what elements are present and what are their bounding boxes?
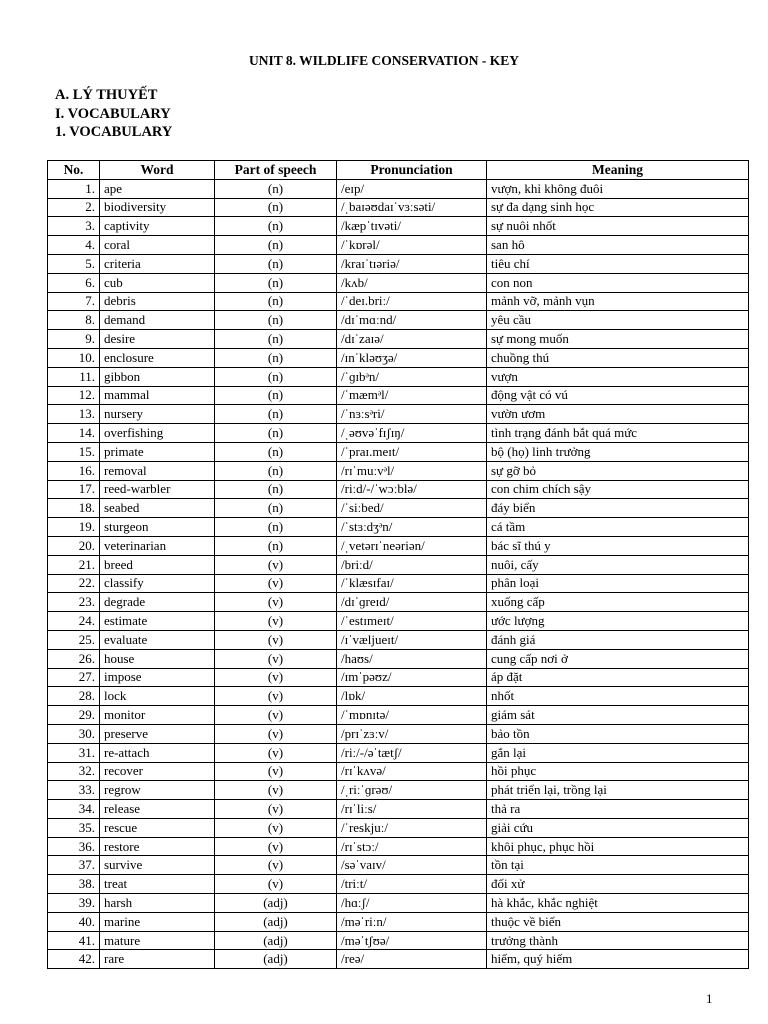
table-row [48,254,749,273]
cell-part-of-speech: (adj) [215,931,337,950]
cell-part-of-speech: (n) [215,499,337,518]
cell-word: breed [100,555,215,574]
cell-pronunciation: /ˈnɜːsᵊri/ [337,405,487,424]
cell-no: 10. [48,348,100,367]
cell-pronunciation: /rɪˈmuːvᵊl/ [337,461,487,480]
table-row [48,593,749,612]
cell-no: 35. [48,818,100,837]
cell-meaning: khôi phục, phục hồi [487,837,749,856]
table-row [48,875,749,894]
cell-no: 31. [48,743,100,762]
cell-part-of-speech: (n) [215,367,337,386]
header-meaning: Meaning [487,161,749,180]
table-row [48,386,749,405]
table-row [48,273,749,292]
cell-no: 32. [48,762,100,781]
table-row [48,330,749,349]
cell-pronunciation: /dɪˈzaɪə/ [337,330,487,349]
cell-word: ape [100,179,215,198]
cell-part-of-speech: (n) [215,536,337,555]
cell-word: mammal [100,386,215,405]
cell-no: 36. [48,837,100,856]
cell-word: nursery [100,405,215,424]
cell-meaning: giám sát [487,706,749,725]
cell-part-of-speech: (v) [215,724,337,743]
cell-no: 14. [48,424,100,443]
table-row [48,536,749,555]
cell-word: degrade [100,593,215,612]
cell-word: demand [100,311,215,330]
cell-meaning: hiếm, quý hiếm [487,950,749,969]
cell-meaning: ước lượng [487,612,749,631]
cell-meaning: sự gỡ bỏ [487,461,749,480]
cell-no: 30. [48,724,100,743]
table-row [48,950,749,969]
cell-no: 26. [48,649,100,668]
cell-word: criteria [100,254,215,273]
cell-part-of-speech: (v) [215,743,337,762]
cell-part-of-speech: (n) [215,405,337,424]
table-row [48,424,749,443]
table-row [48,743,749,762]
cell-no: 34. [48,800,100,819]
cell-pronunciation: /rɪˈliːs/ [337,800,487,819]
cell-pronunciation: /rɪˈkʌvə/ [337,762,487,781]
table-row [48,574,749,593]
cell-no: 7. [48,292,100,311]
cell-pronunciation: /ˈstɜːdʒᵊn/ [337,518,487,537]
cell-pronunciation: /riːd/-/ˈwɔːblə/ [337,480,487,499]
cell-meaning: phát triển lại, trồng lại [487,781,749,800]
cell-word: re-attach [100,743,215,762]
cell-part-of-speech: (n) [215,311,337,330]
cell-word: overfishing [100,424,215,443]
cell-pronunciation: /dɪˈmɑːnd/ [337,311,487,330]
cell-word: regrow [100,781,215,800]
cell-word: desire [100,330,215,349]
cell-pronunciation: /məˈriːn/ [337,912,487,931]
cell-meaning: sự đa dạng sinh học [487,198,749,217]
header-pronunciation: Pronunciation [337,161,487,180]
table-row [48,912,749,931]
cell-no: 21. [48,555,100,574]
cell-meaning: trưởng thành [487,931,749,950]
cell-meaning: tình trạng đánh bắt quá mức [487,424,749,443]
cell-word: treat [100,875,215,894]
cell-word: harsh [100,894,215,913]
cell-part-of-speech: (n) [215,461,337,480]
cell-pronunciation: /kæpˈtɪvəti/ [337,217,487,236]
table-row [48,706,749,725]
cell-part-of-speech: (n) [215,424,337,443]
cell-no: 37. [48,856,100,875]
cell-meaning: san hô [487,236,749,255]
cell-part-of-speech: (adj) [215,950,337,969]
table-row [48,217,749,236]
cell-meaning: yêu cầu [487,311,749,330]
table-row [48,198,749,217]
header-no: No. [48,161,100,180]
cell-meaning: nuôi, cấy [487,555,749,574]
cell-meaning: con chim chích sậy [487,480,749,499]
cell-meaning: áp đặt [487,668,749,687]
cell-part-of-speech: (n) [215,254,337,273]
cell-word: gibbon [100,367,215,386]
cell-part-of-speech: (n) [215,330,337,349]
cell-meaning: vượn, khỉ không đuôi [487,179,749,198]
cell-part-of-speech: (v) [215,837,337,856]
cell-no: 6. [48,273,100,292]
cell-pronunciation: /ɪmˈpəʊz/ [337,668,487,687]
table-row [48,367,749,386]
cell-meaning: cá tầm [487,518,749,537]
cell-no: 29. [48,706,100,725]
cell-part-of-speech: (n) [215,292,337,311]
cell-no: 11. [48,367,100,386]
cell-word: mature [100,931,215,950]
cell-part-of-speech: (n) [215,179,337,198]
cell-meaning: hồi phục [487,762,749,781]
cell-no: 39. [48,894,100,913]
cell-part-of-speech: (v) [215,555,337,574]
cell-no: 3. [48,217,100,236]
cell-pronunciation: /ˈɡɪbᵊn/ [337,367,487,386]
cell-pronunciation: /ˌriːˈɡrəʊ/ [337,781,487,800]
page-number: 1 [706,991,713,1006]
cell-pronunciation: /ˌvetərɪˈneəriən/ [337,536,487,555]
table-row [48,687,749,706]
cell-meaning: tiêu chí [487,254,749,273]
cell-meaning: bảo tồn [487,724,749,743]
header-word: Word [100,161,215,180]
cell-part-of-speech: (v) [215,800,337,819]
cell-no: 9. [48,330,100,349]
cell-meaning: xuống cấp [487,593,749,612]
cell-pronunciation: /ˈsiːbed/ [337,499,487,518]
cell-pronunciation: /prɪˈzɜːv/ [337,724,487,743]
cell-word: biodiversity [100,198,215,217]
cell-no: 28. [48,687,100,706]
cell-meaning: thả ra [487,800,749,819]
cell-part-of-speech: (v) [215,706,337,725]
table-row [48,781,749,800]
cell-pronunciation: /riː/-/əˈtætʃ/ [337,743,487,762]
cell-meaning: đánh giá [487,630,749,649]
cell-part-of-speech: (v) [215,668,337,687]
table-row [48,348,749,367]
cell-no: 42. [48,950,100,969]
cell-meaning: phân loại [487,574,749,593]
table-row [48,818,749,837]
table-row [48,649,749,668]
cell-pronunciation: /rɪˈstɔː/ [337,837,487,856]
table-row [48,311,749,330]
cell-pronunciation: /hɑːʃ/ [337,894,487,913]
table-row [48,499,749,518]
cell-pronunciation: /ˈpraɪ.meɪt/ [337,442,487,461]
cell-no: 16. [48,461,100,480]
cell-word: release [100,800,215,819]
cell-word: veterinarian [100,536,215,555]
table-row [48,292,749,311]
table-row [48,800,749,819]
cell-no: 24. [48,612,100,631]
cell-word: recover [100,762,215,781]
section-heading-theory: A. LÝ THUYẾT [55,87,158,103]
cell-meaning: tồn tại [487,856,749,875]
cell-word: house [100,649,215,668]
cell-pronunciation: /ɪnˈkləʊʒə/ [337,348,487,367]
cell-no: 20. [48,536,100,555]
cell-word: monitor [100,706,215,725]
cell-part-of-speech: (n) [215,217,337,236]
cell-word: enclosure [100,348,215,367]
cell-word: classify [100,574,215,593]
cell-pronunciation: /kʌb/ [337,273,487,292]
cell-pronunciation: /məˈtʃʊə/ [337,931,487,950]
cell-no: 4. [48,236,100,255]
cell-pronunciation: /lɒk/ [337,687,487,706]
cell-no: 38. [48,875,100,894]
table-header-row [48,161,749,180]
cell-word: impose [100,668,215,687]
cell-part-of-speech: (n) [215,518,337,537]
cell-part-of-speech: (v) [215,856,337,875]
table-row [48,179,749,198]
table-row [48,461,749,480]
cell-no: 22. [48,574,100,593]
table-row [48,931,749,950]
cell-no: 19. [48,518,100,537]
header-part-of-speech: Part of speech [215,161,337,180]
cell-meaning: bác sĩ thú y [487,536,749,555]
table-row [48,405,749,424]
cell-word: reed-warbler [100,480,215,499]
cell-word: estimate [100,612,215,631]
cell-no: 23. [48,593,100,612]
cell-pronunciation: /dɪˈɡreɪd/ [337,593,487,612]
cell-no: 12. [48,386,100,405]
cell-pronunciation: /ˈkɒrəl/ [337,236,487,255]
cell-meaning: đáy biển [487,499,749,518]
cell-word: rare [100,950,215,969]
cell-word: sturgeon [100,518,215,537]
cell-pronunciation: /ˈreskjuː/ [337,818,487,837]
cell-part-of-speech: (v) [215,875,337,894]
cell-meaning: vượn [487,367,749,386]
cell-no: 33. [48,781,100,800]
cell-word: captivity [100,217,215,236]
cell-word: primate [100,442,215,461]
cell-part-of-speech: (v) [215,687,337,706]
table-row [48,555,749,574]
cell-part-of-speech: (n) [215,198,337,217]
cell-part-of-speech: (n) [215,386,337,405]
cell-part-of-speech: (v) [215,649,337,668]
subsection-heading-vocabulary: 1. VOCABULARY [55,124,173,140]
cell-pronunciation: /ˈdeɪ.briː/ [337,292,487,311]
cell-meaning: gắn lại [487,743,749,762]
cell-meaning: sự mong muốn [487,330,749,349]
cell-meaning: thuộc về biển [487,912,749,931]
cell-part-of-speech: (n) [215,480,337,499]
cell-pronunciation: /haʊs/ [337,649,487,668]
table-row [48,762,749,781]
cell-pronunciation: /səˈvaɪv/ [337,856,487,875]
cell-meaning: động vật có vú [487,386,749,405]
cell-part-of-speech: (n) [215,348,337,367]
cell-pronunciation: /eɪp/ [337,179,487,198]
cell-meaning: giải cứu [487,818,749,837]
cell-pronunciation: /ˈestɪmeɪt/ [337,612,487,631]
cell-part-of-speech: (v) [215,630,337,649]
cell-part-of-speech: (v) [215,593,337,612]
cell-pronunciation: /triːt/ [337,875,487,894]
cell-no: 5. [48,254,100,273]
table-row [48,894,749,913]
cell-word: preserve [100,724,215,743]
cell-no: 18. [48,499,100,518]
cell-word: coral [100,236,215,255]
cell-no: 40. [48,912,100,931]
cell-part-of-speech: (v) [215,781,337,800]
cell-meaning: sự nuôi nhốt [487,217,749,236]
cell-meaning: cung cấp nơi ở [487,649,749,668]
table-row [48,668,749,687]
section-heading-vocabulary: I. VOCABULARY [55,106,171,122]
cell-meaning: chuồng thú [487,348,749,367]
cell-meaning: mảnh vỡ, mảnh vụn [487,292,749,311]
cell-part-of-speech: (v) [215,762,337,781]
cell-no: 41. [48,931,100,950]
cell-pronunciation: /ˌəʊvəˈfɪʃɪŋ/ [337,424,487,443]
cell-no: 17. [48,480,100,499]
cell-no: 2. [48,198,100,217]
cell-word: evaluate [100,630,215,649]
cell-pronunciation: /briːd/ [337,555,487,574]
cell-meaning: con non [487,273,749,292]
cell-meaning: vườn ươm [487,405,749,424]
cell-no: 15. [48,442,100,461]
cell-meaning: đối xử [487,875,749,894]
cell-word: cub [100,273,215,292]
cell-pronunciation: /ˈmæmᵊl/ [337,386,487,405]
cell-pronunciation: /ɪˈvæljueɪt/ [337,630,487,649]
cell-pronunciation: /ˈklæsɪfaɪ/ [337,574,487,593]
table-row [48,236,749,255]
vocabulary-table [47,160,749,969]
cell-no: 13. [48,405,100,424]
cell-word: seabed [100,499,215,518]
table-row [48,724,749,743]
cell-pronunciation: /reə/ [337,950,487,969]
cell-no: 25. [48,630,100,649]
cell-meaning: nhốt [487,687,749,706]
cell-part-of-speech: (n) [215,442,337,461]
cell-meaning: hà khắc, khắc nghiệt [487,894,749,913]
cell-pronunciation: /ˈmɒnɪtə/ [337,706,487,725]
table-row [48,630,749,649]
page-title: UNIT 8. WILDLIFE CONSERVATION - KEY [248,53,520,68]
cell-word: lock [100,687,215,706]
cell-word: debris [100,292,215,311]
cell-part-of-speech: (v) [215,612,337,631]
cell-pronunciation: /kraɪˈtɪəriə/ [337,254,487,273]
cell-part-of-speech: (v) [215,574,337,593]
cell-part-of-speech: (v) [215,818,337,837]
cell-part-of-speech: (n) [215,236,337,255]
cell-word: rescue [100,818,215,837]
cell-part-of-speech: (adj) [215,894,337,913]
table-row [48,612,749,631]
cell-no: 1. [48,179,100,198]
cell-word: marine [100,912,215,931]
table-row [48,442,749,461]
cell-meaning: bộ (họ) linh trưởng [487,442,749,461]
cell-word: removal [100,461,215,480]
table-row [48,856,749,875]
table-row [48,480,749,499]
cell-no: 27. [48,668,100,687]
cell-word: survive [100,856,215,875]
cell-part-of-speech: (n) [215,273,337,292]
table-row [48,837,749,856]
cell-pronunciation: /ˌbaɪəʊdaɪˈvɜːsəti/ [337,198,487,217]
cell-word: restore [100,837,215,856]
cell-part-of-speech: (adj) [215,912,337,931]
cell-no: 8. [48,311,100,330]
table-row [48,518,749,537]
